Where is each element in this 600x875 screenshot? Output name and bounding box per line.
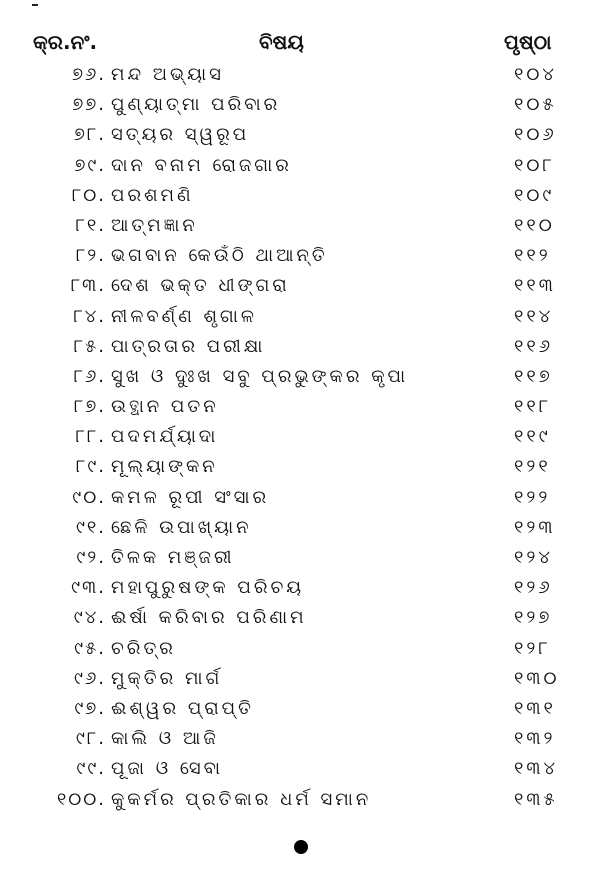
- entry-number: ୯୭.: [74, 697, 106, 719]
- entry-number: ୭୮.: [73, 124, 106, 146]
- list-item: [0, 271, 600, 301]
- entry-topic: ମୂଲ୍ୟାଙ୍କନ: [111, 456, 218, 478]
- table-header: [0, 30, 600, 60]
- entry-page: ୧୧୩: [514, 275, 556, 297]
- entry-page: ୧୧୦: [514, 214, 555, 236]
- list-item: [0, 332, 600, 362]
- entry-number: ୮୭.: [73, 396, 106, 418]
- list-item: [0, 573, 600, 603]
- list-item: [0, 513, 600, 543]
- entry-topic: ପୂଜା ଓ ସେବା: [111, 758, 223, 780]
- list-item: [0, 60, 600, 90]
- entry-number: ୮୬.: [73, 365, 106, 387]
- entry-topic: କୁକର୍ମର ପ୍ରତିକାର ଧର୍ମ ସମାନ: [111, 788, 372, 810]
- entry-topic: କମଳ ରୂପୀ ସଂସାର: [111, 486, 270, 508]
- entry-page: ୧୨୩: [514, 516, 556, 538]
- entry-page: ୧୩୪: [514, 758, 559, 780]
- entry-page: ୧୧୯: [514, 426, 551, 448]
- entry-page: ୧୧୬: [514, 335, 554, 357]
- list-item: [0, 241, 600, 271]
- entry-page: ୧୧୮: [514, 396, 552, 418]
- entry-number: ୯୩.: [71, 577, 106, 599]
- entry-page: ୧୨୨: [514, 486, 551, 508]
- entry-page: ୧୧୪: [514, 305, 554, 327]
- entry-number: ୧୦୦.: [56, 788, 106, 810]
- entry-topic: ସୁଖ ଓ ଦୁଃଖ ସବୁ ପ୍ରଭୁଙ୍କର କୃପା: [111, 365, 409, 387]
- entry-topic: ଈର୍ଷା କରିବାର ପରିଣାମ: [111, 607, 307, 629]
- entry-page: ୧୧୭: [514, 365, 553, 387]
- entry-topic: ମୁକ୍ତିର ମାର୍ଗ: [111, 667, 223, 689]
- entry-number: ୯୬.: [74, 667, 106, 689]
- list-item: [0, 452, 600, 482]
- list-item: [0, 392, 600, 422]
- entry-topic: ପାତ୍ରତାର ପରୀକ୍ଷା: [111, 335, 266, 357]
- entry-page: ୧୦୪: [514, 64, 557, 85]
- entry-page: ୧୩୧: [514, 697, 556, 719]
- entry-number: ୯୨.: [76, 547, 106, 568]
- entry-number: ୭୭.: [72, 94, 106, 116]
- entry-page: ୧୩୦: [514, 667, 560, 689]
- list-item: [0, 90, 600, 120]
- entry-number: ୮୪.: [73, 305, 106, 327]
- entry-page: ୧୨୭: [514, 607, 553, 629]
- entry-number: ୮୫.: [73, 335, 106, 357]
- page-bullet: [294, 840, 308, 854]
- list-item: [0, 543, 600, 573]
- list-item: [0, 181, 600, 211]
- entry-page: ୧୦୫: [514, 94, 557, 116]
- contents-list: [0, 60, 600, 815]
- header-topic: ବିଷୟ: [259, 30, 304, 54]
- entry-page: ୧୧୨: [514, 245, 551, 267]
- list-item: [0, 664, 600, 694]
- entry-topic: ପରଶମଣି: [111, 184, 194, 206]
- entry-topic: ପୁଣ୍ୟାତ୍ମା ପରିବାର: [111, 94, 281, 116]
- list-item: [0, 694, 600, 724]
- header-serial: କ୍ର.ନଂ.: [33, 30, 98, 54]
- entry-topic: ମହାପୁରୁଷଙ୍କ ପରିଚୟ: [111, 577, 305, 599]
- entry-topic: ପଦମର୍ଯ୍ୟାଦା: [111, 426, 219, 448]
- entry-number: ୮୩.: [70, 275, 106, 297]
- entry-topic: ଚରିତ୍ର: [111, 637, 176, 659]
- entry-number: ୯୧.: [75, 516, 106, 538]
- entry-topic: ଭଗବାନ କେଉଁଠି ଥାଆନ୍ତି: [111, 245, 328, 267]
- entry-number: ୮୯.: [75, 456, 106, 478]
- list-item: [0, 362, 600, 392]
- entry-page: ୧୩୨: [514, 728, 556, 750]
- entry-page: ୧୨୬: [514, 577, 553, 599]
- entry-page: ୧୦୯: [514, 184, 555, 206]
- entry-topic: ଉତ୍ଥାନ ପତନ: [111, 396, 219, 418]
- entry-topic: ଈଶ୍ୱର ପ୍ରାପ୍ତି: [111, 697, 254, 719]
- list-item: [0, 422, 600, 452]
- entry-topic: ଆତ୍ମଜ୍ଞାନ: [111, 214, 198, 236]
- entry-page: ୧୨୧: [514, 456, 551, 478]
- page-edge-mark: [32, 0, 38, 6]
- entry-topic: ଛେଳି ଉପାଖ୍ୟାନ: [111, 516, 252, 538]
- entry-topic: ନୀଳବର୍ଣ୍ଣ ଶୃଗାଳ: [111, 305, 257, 327]
- entry-number: ୯୪.: [73, 607, 106, 629]
- list-item: [0, 211, 600, 241]
- list-item: [0, 483, 600, 513]
- list-item: [0, 151, 600, 181]
- list-item: [0, 603, 600, 633]
- header-page: ପୃଷ୍ଠା: [504, 30, 552, 54]
- list-item: [0, 785, 600, 815]
- list-item: [0, 724, 600, 754]
- entry-number: ୭୯.: [74, 154, 106, 176]
- entry-page: ୧୨୮: [514, 637, 551, 659]
- entry-number: ୮୨.: [75, 245, 106, 267]
- list-item: [0, 302, 600, 332]
- entry-number: ୭୬.: [71, 64, 106, 85]
- entry-topic: ଦାନ ବନାମ ରୋଜଗାର: [111, 154, 292, 176]
- entry-topic: ତିଳକ ମଞ୍ଜରୀ: [111, 547, 235, 568]
- entry-page: ୧୨୪: [514, 547, 553, 568]
- entry-number: ୯୮.: [75, 728, 106, 750]
- list-item: [0, 120, 600, 150]
- entry-page: ୧୦୮: [514, 154, 555, 176]
- entry-page: ୧୦୬: [514, 124, 557, 146]
- list-item: [0, 754, 600, 784]
- entry-number: ୯୫.: [74, 637, 106, 659]
- entry-number: ୮୮.: [75, 426, 106, 448]
- entry-topic: ଦେଶ ଭକ୍ତ ଧୀଙ୍ଗରା: [111, 275, 290, 297]
- entry-number: ୮୦.: [71, 184, 106, 206]
- entry-topic: ମନ୍ଦ ଅଭ୍ୟାସ: [111, 64, 224, 85]
- entry-number: ୯୦.: [72, 486, 106, 508]
- entry-number: ୯୯.: [76, 758, 106, 780]
- entry-page: ୧୩୫: [514, 788, 558, 810]
- entry-number: ୮୧.: [75, 214, 106, 236]
- entry-topic: କାଲି ଓ ଆଜି: [111, 728, 219, 750]
- list-item: [0, 634, 600, 664]
- entry-topic: ସତ୍ୟର ସ୍ୱରୂପ: [111, 124, 250, 146]
